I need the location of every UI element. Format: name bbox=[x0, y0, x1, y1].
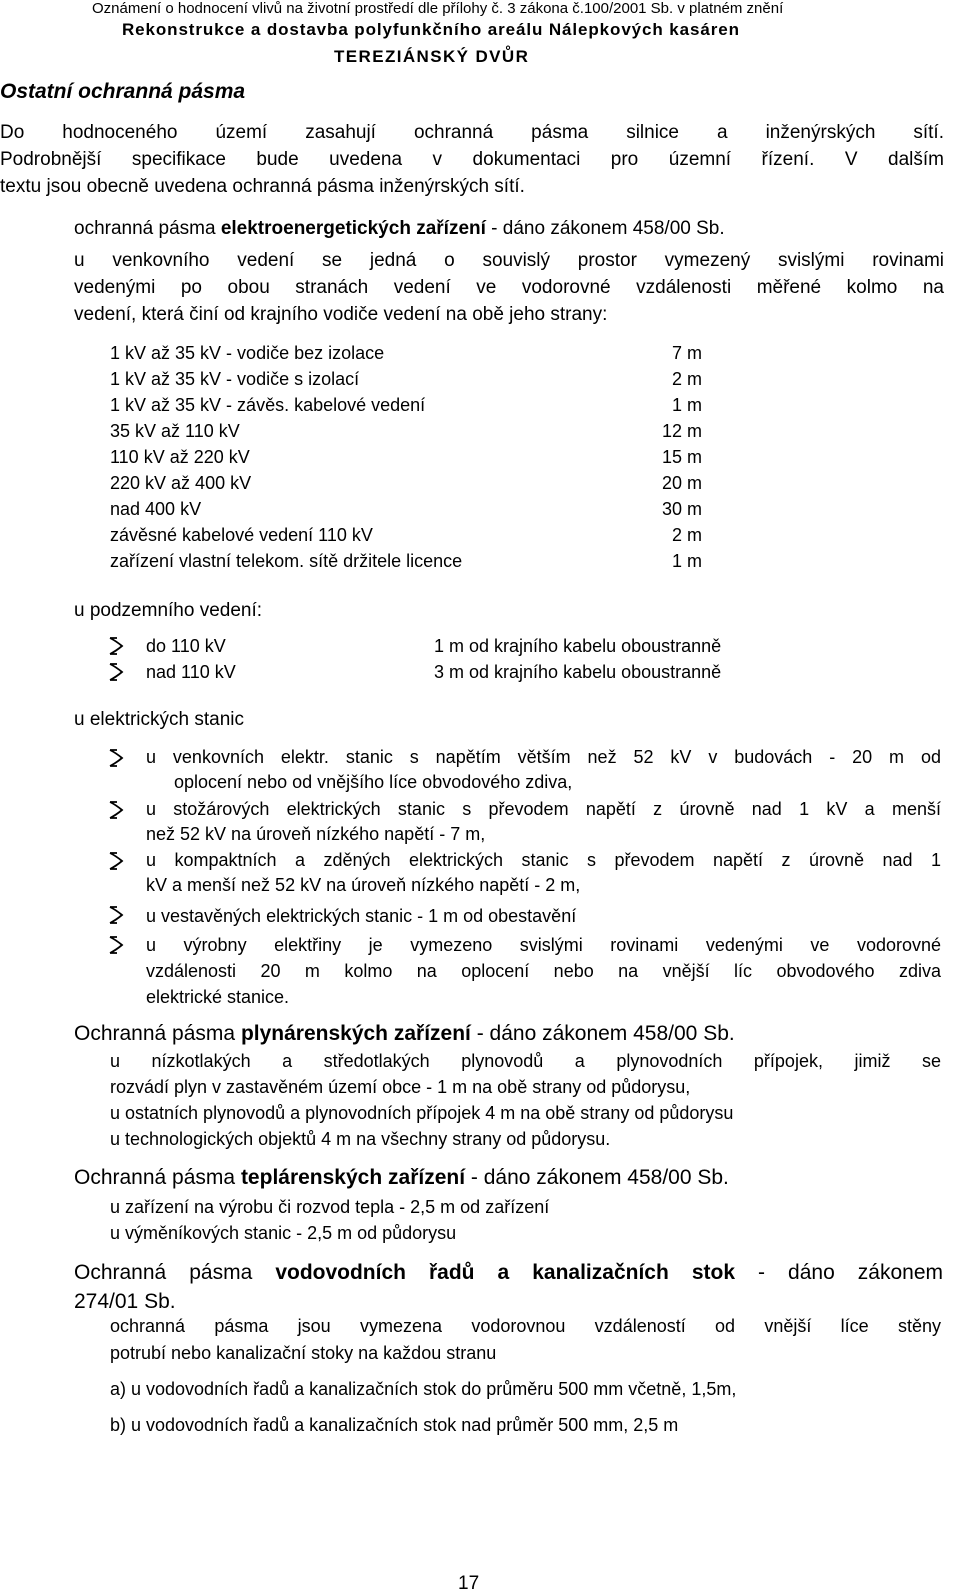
water-heading-bold: vodovodních řadů a kanalizačních stok bbox=[275, 1261, 735, 1284]
bullet-icon bbox=[108, 934, 126, 956]
heat-line: u zařízení na výrobu či rozvod tepla - 2,5 m od zařízení bbox=[110, 1197, 550, 1217]
document-header-subtitle: TEREZIÁNSKÝ DVŮR bbox=[334, 47, 530, 66]
heat-heading bbox=[74, 1166, 729, 1190]
station-line: než 52 kV na úroveň nízkého napětí - 7 m, bbox=[146, 824, 486, 844]
underground-label: nad 110 kV bbox=[146, 662, 236, 682]
document-header-project: Rekonstrukce a dostavba polyfunkčního areálu Nálepkových kasáren bbox=[122, 20, 740, 39]
water-item-a: a) u vodovodních řadů a kanalizačních stok do průměru 500 mm včetně, 1,5m, bbox=[110, 1379, 737, 1399]
water-paragraph bbox=[110, 1313, 941, 1367]
station-item bbox=[146, 932, 941, 1010]
intro-line: Podrobnější specifikace bude uvedena v dokumentaci pro územní řízení. V dalším bbox=[0, 149, 944, 170]
table-label: 1 kV až 35 kV - vodiče s izolací bbox=[110, 369, 360, 389]
gas-heading bbox=[74, 1022, 735, 1046]
table-label: 1 kV až 35 kV - závěs. kabelové vedení bbox=[110, 395, 426, 415]
table-label: 35 kV až 110 kV bbox=[110, 421, 240, 441]
heat-heading-bold: teplárenských zařízení bbox=[240, 1166, 466, 1189]
station-line: kV a menší než 52 kV na úroveň nízkého napětí - 2 m, bbox=[146, 875, 581, 895]
water-heading-line bbox=[74, 1258, 943, 1287]
table-value: 15 m bbox=[661, 447, 702, 467]
table-row bbox=[110, 525, 702, 551]
table-row bbox=[110, 395, 702, 421]
water-item-b: b) u vodovodních řadů a kanalizačních stok nad průměr 500 mm, 2,5 m bbox=[110, 1415, 679, 1435]
underground-value: 1 m od krajního kabelu oboustranně bbox=[434, 636, 722, 656]
table-label: závěsné kabelové vedení 110 kV bbox=[110, 525, 373, 545]
table-value: 20 m bbox=[661, 473, 702, 493]
water-heading-post: - dáno zákonem bbox=[735, 1261, 943, 1284]
intro-paragraph bbox=[0, 119, 944, 200]
bullet-icon bbox=[108, 635, 126, 657]
water-heading-line2: 274/01 Sb. bbox=[74, 1290, 176, 1313]
station-item bbox=[146, 848, 941, 898]
water-heading-pre: Ochranná pásma bbox=[74, 1261, 276, 1284]
table-label: 1 kV až 35 kV - vodiče bez izolace bbox=[110, 343, 385, 363]
electric-heading bbox=[74, 218, 725, 240]
water-heading bbox=[74, 1258, 943, 1316]
gas-line: u ostatních plynovodů a plynovodních přípojek 4 m na obě strany od půdorysu bbox=[110, 1103, 734, 1123]
table-value: 2 m bbox=[671, 369, 702, 389]
station-item bbox=[146, 797, 941, 847]
overhead-description bbox=[74, 247, 944, 328]
station-item bbox=[146, 745, 941, 795]
station-line: u stožárových elektrických stanic s převodem napětí z úrovně nad 1 kV a menší bbox=[146, 799, 941, 819]
station-line: oplocení nebo od vnějšího líce obvodového zdiva, bbox=[174, 772, 573, 792]
gas-heading-bold: plynárenských zařízení bbox=[240, 1022, 471, 1045]
electric-heading-post: - dáno zákonem 458/00 Sb. bbox=[485, 218, 725, 239]
heat-paragraph bbox=[110, 1194, 941, 1246]
gas-line: u nízkotlakých a středotlakých plynovodů a plynovodních přípojek, jimiž se bbox=[110, 1051, 941, 1071]
underground-value: 3 m od krajního kabelu oboustranně bbox=[434, 662, 722, 682]
gas-heading-post: - dáno zákonem 458/00 Sb. bbox=[470, 1022, 735, 1045]
underground-label: do 110 kV bbox=[146, 636, 226, 656]
document-header-line1: Oznámení o hodnocení vlivů na životní prostředí dle přílohy č. 3 zákona č.100/2001 Sb. v platném znění bbox=[92, 0, 784, 17]
heat-heading-pre: Ochranná pásma bbox=[74, 1166, 241, 1189]
overhead-line: u venkovního vedení se jedná o souvislý prostor vymezený svislými rovinami bbox=[74, 250, 944, 271]
intro-line: Do hodnoceného území zasahují ochranná pásma silnice a inženýrských sítí. bbox=[0, 122, 944, 143]
table-value: 1 m bbox=[671, 551, 702, 571]
gas-paragraph bbox=[110, 1048, 941, 1152]
gas-line: u technologických objektů 4 m na všechny strany od půdorysu. bbox=[110, 1129, 611, 1149]
table-row bbox=[110, 421, 702, 447]
table-label: 220 kV až 400 kV bbox=[110, 473, 252, 493]
station-line: elektrické stanice. bbox=[146, 987, 290, 1007]
gas-line: rozvádí plyn v zastavěném území obce - 1 m na obě strany od půdorysu, bbox=[110, 1077, 691, 1097]
bullet-icon bbox=[108, 850, 126, 872]
table-row bbox=[110, 447, 702, 473]
bullet-icon bbox=[108, 904, 126, 926]
station-line: u výrobny elektřiny je vymezeno svislými rovinami vedenými ve vodorovné bbox=[146, 935, 941, 955]
water-line: ochranná pásma jsou vymezena vodorovnou vzdáleností od vnější líce stěny bbox=[110, 1316, 941, 1336]
table-value: 7 m bbox=[671, 343, 702, 363]
bullet-icon bbox=[108, 747, 126, 769]
heat-line: u výměníkových stanic - 2,5 m od půdorysu bbox=[110, 1223, 457, 1243]
station-line: u kompaktních a zděných elektrických stanic s převodem napětí z úrovně nad 1 bbox=[146, 850, 941, 870]
table-label: 110 kV až 220 kV bbox=[110, 447, 250, 467]
table-value: 2 m bbox=[671, 525, 702, 545]
table-row bbox=[110, 551, 702, 577]
bullet-icon bbox=[108, 661, 126, 683]
electric-heading-pre: ochranná pásma bbox=[74, 218, 221, 239]
bullet-icon bbox=[108, 799, 126, 821]
section-title: Ostatní ochranná pásma bbox=[0, 80, 246, 103]
table-row bbox=[110, 369, 702, 395]
overhead-line: vedenými po obou stranách vedení ve vodorovné vzdálenosti měřené kolmo na bbox=[74, 277, 944, 298]
station-line: vzdálenosti 20 m kolmo na oplocení nebo na vnější líc obvodového zdiva bbox=[146, 961, 941, 981]
table-value: 30 m bbox=[661, 499, 702, 519]
underground-heading: u podzemního vedení: bbox=[74, 600, 263, 621]
page-number: 17 bbox=[458, 1573, 480, 1593]
intro-line: textu jsou obecně uvedena ochranná pásma inženýrských sítí. bbox=[0, 176, 525, 197]
table-label: nad 400 kV bbox=[110, 499, 202, 519]
table-row bbox=[110, 473, 702, 499]
electric-heading-bold: elektroenergetických zařízení bbox=[220, 218, 486, 239]
heat-heading-post: - dáno zákonem 458/00 Sb. bbox=[465, 1166, 729, 1189]
water-line: potrubí nebo kanalizační stoky na každou stranu bbox=[110, 1343, 497, 1363]
station-item bbox=[146, 904, 941, 929]
table-row bbox=[110, 499, 702, 525]
table-value: 1 m bbox=[671, 395, 702, 415]
table-value: 12 m bbox=[661, 421, 702, 441]
station-line: u venkovních elektr. stanic s napětím větším než 52 kV v budovách - 20 m od bbox=[146, 747, 941, 767]
overhead-line: vedení, která činí od krajního vodiče vedení na obě jeho strany: bbox=[74, 304, 608, 325]
gas-heading-pre: Ochranná pásma bbox=[74, 1022, 241, 1045]
station-line: u vestavěných elektrických stanic - 1 m od obestavění bbox=[146, 906, 577, 926]
table-row bbox=[110, 343, 702, 369]
stations-heading: u elektrických stanic bbox=[74, 709, 245, 730]
table-label: zařízení vlastní telekom. sítě držitele licence bbox=[110, 551, 463, 571]
